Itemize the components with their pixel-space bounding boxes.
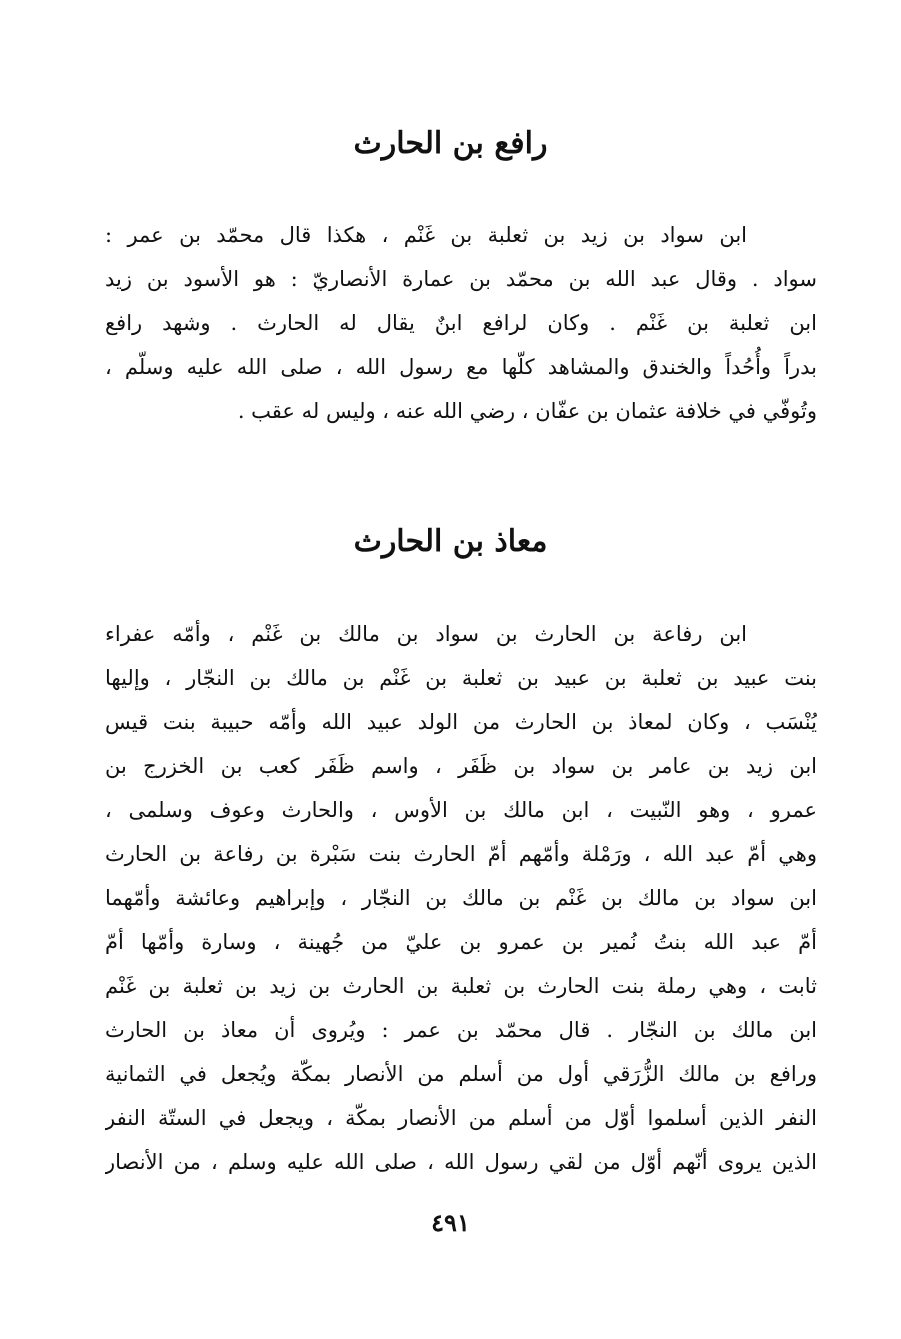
text-line: بدراً وأُحُداً والخندق والمشاهد كلّها مع رسول الله ، صلى الله عليه وسلّم ،	[105, 355, 817, 379]
text-line: ابن سواد بن مالك بن غَنْم بن مالك بن النجّار ، وإبراهيم وعائشة وأمّهما	[105, 886, 817, 910]
text-line: ثابت ، وهي رملة بنت الحارث بن ثعلبة بن الحارث بن زيد بن ثعلبة بن غَنْم	[105, 974, 817, 998]
text-line: عمرو ، وهو النّبيت ، ابن مالك بن الأوس ، والحارث وعوف وسلمى ،	[105, 798, 817, 822]
section-body-muadh	[105, 612, 817, 1184]
text-line: وهي أمّ عبد الله ، ورَمْلة وأمّهم أمّ الحارث بنت سَبْرة بن رفاعة بن الحارث	[105, 842, 817, 866]
text-line: النفر الذين أسلموا أوّل من أسلم من الأنصار بمكّة ، ويجعل في الستّة النفر	[105, 1106, 817, 1130]
section-title-rafi: رافع بن الحارث	[353, 126, 548, 161]
text-line: الذين يروى أنّهم أوّل من لقي رسول الله ، صلى الله عليه وسلم ، من الأنصار	[105, 1150, 817, 1174]
text-line: سواد . وقال عبد الله بن محمّد بن عمارة الأنصاريّ : هو الأسود بن زيد	[105, 267, 817, 291]
text-line: ابن مالك بن النجّار . قال محمّد بن عمر : ويُروى أن معاذ بن الحارث	[105, 1018, 817, 1042]
section-title-muadh: معاذ بن الحارث	[353, 524, 548, 559]
text-line: وتُوفّي في خلافة عثمان بن عفّان ، رضي الله عنه ، وليس له عقب .	[237, 399, 817, 423]
page-number: ٤٩١	[431, 1208, 470, 1237]
text-line: ابن رفاعة بن الحارث بن سواد بن مالك بن غَنْم ، وأمّه عفراء	[105, 622, 747, 646]
section-body-rafi	[105, 213, 817, 433]
text-line: ابن سواد بن زيد بن ثعلبة بن غَنْم ، هكذا قال محمّد بن عمر :	[105, 223, 747, 247]
text-line: ورافع بن مالك الزُّرَقي أول من أسلم من الأنصار بمكّة ويُجعل في الثمانية	[105, 1062, 817, 1086]
text-line: ابن زيد بن عامر بن سواد بن ظَفَر ، واسم ظَفَر كعب بن الخزرج بن	[105, 754, 817, 778]
text-line: أمّ عبد الله بنتُ نُمير بن عمرو بن عليّ من جُهينة ، وسارة وأمّها أمّ	[105, 930, 817, 954]
text-line: ابن ثعلبة بن غَنْم . وكان لرافع ابنٌ يقال له الحارث . وشهد رافع	[105, 311, 817, 335]
text-line: يُنْسَب ، وكان لمعاذ بن الحارث من الولد عبيد الله وأمّه حبيبة بنت قيس	[105, 710, 817, 734]
text-line: بنت عبيد بن ثعلبة بن عبيد بن ثعلبة بن غَنْم بن مالك بن النجّار ، وإليها	[105, 666, 817, 690]
